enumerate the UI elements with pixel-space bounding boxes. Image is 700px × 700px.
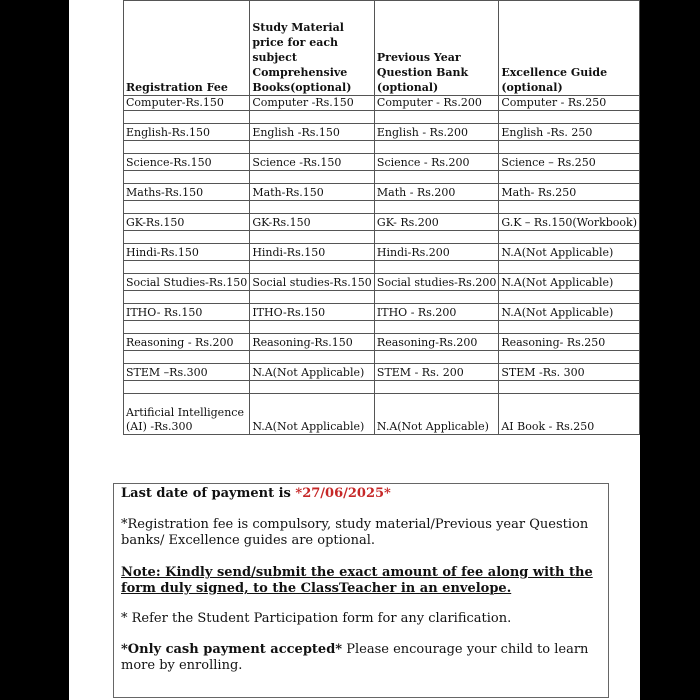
table-row (124, 274, 640, 291)
table-cell: N.A(Not Applicable) (250, 364, 375, 381)
table-spacer (124, 321, 640, 334)
cash-note-rest: Please encourage your child to learn more by enrolling. (121, 642, 589, 673)
table-row (124, 154, 640, 171)
table-spacer (124, 201, 640, 214)
table-cell: Reasoning-Rs.150 (250, 334, 375, 351)
table-cell: Hindi-Rs.150 (124, 244, 250, 261)
table-row (124, 184, 640, 201)
table-cell: Reasoning-Rs.200 (374, 334, 498, 351)
table-spacer (124, 171, 640, 184)
table-spacer (124, 141, 640, 154)
table-cell: Reasoning- Rs.250 (499, 334, 640, 351)
table-cell: Hindi-Rs.200 (374, 244, 498, 261)
table-cell: Maths-Rs.150 (124, 184, 250, 201)
table-cell: Artificial Intelligence (AI) -Rs.300 (124, 394, 250, 435)
table-cell: Reasoning - Rs.200 (124, 334, 250, 351)
table-spacer (124, 231, 640, 244)
table-cell: Math-Rs.150 (250, 184, 375, 201)
table-cell: G.K – Rs.150(Workbook) (499, 214, 640, 231)
header-question-bank: Previous Year Question Bank (optional) (374, 1, 498, 96)
document-page (69, 0, 640, 700)
table-cell: English -Rs.150 (250, 124, 375, 141)
table-row (124, 334, 640, 351)
table-cell: Science - Rs.200 (374, 154, 498, 171)
registration-note: *Registration fee is compulsory, study material/Previous year Question banks/ Excellence guides are optional. (121, 517, 589, 548)
table-cell: N.A(Not Applicable) (499, 304, 640, 321)
table-cell: Social Studies-Rs.150 (124, 274, 250, 291)
payment-notes-box (113, 483, 609, 698)
cash-note-bold: *Only cash payment accepted* (121, 642, 343, 657)
last-date-value: *27/06/2025* (295, 486, 391, 501)
table-cell: ITHO - Rs.200 (374, 304, 498, 321)
table-cell: Computer-Rs.150 (124, 96, 250, 111)
table-cell: Math- Rs.250 (499, 184, 640, 201)
table-spacer (124, 381, 640, 394)
header-registration-fee: Registration Fee (124, 1, 250, 96)
table-cell: Science-Rs.150 (124, 154, 250, 171)
send-note: Note: Kindly send/submit the exact amount of fee along with the form duly signed, to the ClassTeacher in an envelope. (121, 565, 593, 596)
table-cell: English -Rs. 250 (499, 124, 640, 141)
fee-table (123, 0, 640, 435)
table-row (124, 96, 640, 111)
refer-note: * Refer the Student Participation form for any clarification. (121, 611, 512, 626)
header-study-material: Study Material price for each subject Comprehensive Books(optional) (250, 1, 375, 96)
cash-note (121, 642, 601, 674)
table-spacer (124, 351, 640, 364)
header-excellence-guide: Excellence Guide (optional) (499, 1, 640, 96)
table-cell: Hindi-Rs.150 (250, 244, 375, 261)
table-cell: English - Rs.200 (374, 124, 498, 141)
table-cell: N.A(Not Applicable) (250, 394, 375, 435)
table-cell: STEM - Rs. 200 (374, 364, 498, 381)
table-row (124, 364, 640, 381)
last-date-label: Last date of payment is (121, 486, 296, 501)
table-cell: N.A(Not Applicable) (499, 244, 640, 261)
table-cell: Computer - Rs.200 (374, 96, 498, 111)
table-cell: ITHO-Rs.150 (250, 304, 375, 321)
table-cell: AI Book - Rs.250 (499, 394, 640, 435)
table-cell: Science – Rs.250 (499, 154, 640, 171)
table-cell: Computer - Rs.250 (499, 96, 640, 111)
table-cell: STEM -Rs. 300 (499, 364, 640, 381)
table-cell: Social studies-Rs.150 (250, 274, 375, 291)
table-cell: Computer -Rs.150 (250, 96, 375, 111)
table-row (124, 214, 640, 231)
table-cell: GK-Rs.150 (124, 214, 250, 231)
table-row (124, 304, 640, 321)
table-header-row (124, 1, 640, 96)
table-row (124, 244, 640, 261)
table-spacer (124, 111, 640, 124)
table-cell: N.A(Not Applicable) (499, 274, 640, 291)
table-cell: ITHO- Rs.150 (124, 304, 250, 321)
table-spacer (124, 291, 640, 304)
table-cell: Social studies-Rs.200 (374, 274, 498, 291)
table-row (124, 394, 640, 435)
table-cell: N.A(Not Applicable) (374, 394, 498, 435)
table-cell: Math - Rs.200 (374, 184, 498, 201)
table-cell: Science -Rs.150 (250, 154, 375, 171)
table-cell: GK- Rs.200 (374, 214, 498, 231)
table-cell: GK-Rs.150 (250, 214, 375, 231)
table-cell: English-Rs.150 (124, 124, 250, 141)
table-cell: STEM –Rs.300 (124, 364, 250, 381)
table-row (124, 124, 640, 141)
table-spacer (124, 261, 640, 274)
last-date-line (121, 486, 601, 502)
